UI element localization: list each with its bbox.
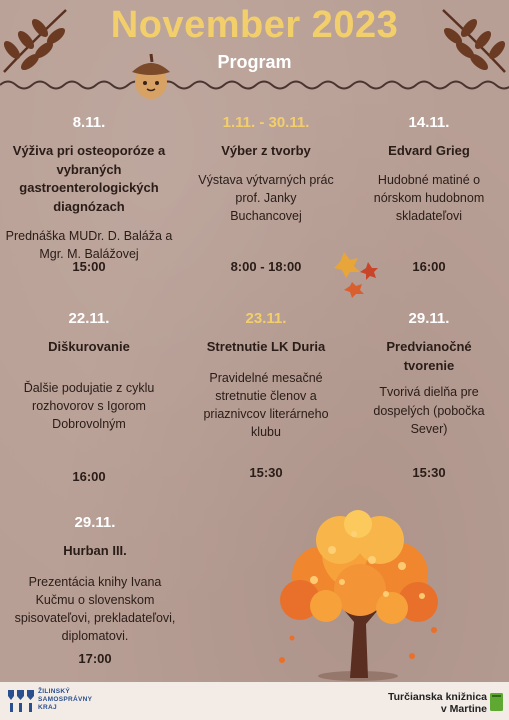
event-time: 15:30 [412, 465, 446, 480]
page-title: November 2023 [110, 4, 399, 46]
library-logo-text [388, 691, 487, 715]
event-description: Prezentácia knihy Ivana Kučmu o slovenskom spisovateľovi, prekladateľovi, diplomatovi. [14, 574, 176, 643]
event-card-6 [352, 308, 506, 488]
event-description: Hudobné matiné o nórskom hudobnom skladateľovi [373, 172, 485, 223]
event-time: 15:00 [72, 259, 106, 274]
event-description: Ďalšie podujatie z cyklu rozhovorov s Igorom Dobrovolným [23, 380, 155, 431]
falling-leaves-icon [330, 250, 380, 298]
region-line-2: SAMOSPRÁVNY [38, 696, 93, 703]
event-description: Tvorivá dielňa pre dospelých (pobočka Sever) [373, 385, 485, 436]
event-date: 14.11. [408, 114, 450, 131]
region-crest-icon [6, 688, 36, 714]
event-card-1 [4, 112, 174, 282]
event-name: Stretnutie LK Duria [206, 338, 326, 354]
wavy-divider [0, 78, 509, 92]
event-date: 29.11. [408, 310, 450, 327]
event-time: 17:00 [78, 651, 112, 666]
event-description: Pravidelné mesačné stretnutie členov a priaznivcov literárneho klubu [203, 370, 329, 439]
event-date: 1.11. - 30.11. [222, 114, 310, 131]
event-time: 16:00 [412, 259, 446, 274]
event-date: 23.11. [245, 310, 287, 327]
footer-bar [0, 682, 509, 720]
event-name: Edvard Grieg [388, 142, 470, 158]
library-line-1: Turčianska knižnica [387, 691, 487, 703]
event-name: Diškurovanie [48, 338, 130, 354]
library-line-2: v Martine [440, 703, 487, 715]
event-time: 15:30 [249, 465, 283, 480]
event-name: Výživa pri osteoporóze a vybraných gastroenterologických diagnózach [12, 142, 166, 215]
event-card-7 [4, 512, 186, 672]
event-card-4 [4, 308, 174, 488]
event-time: 8:00 - 18:00 [230, 259, 302, 274]
autumn-tree-icon [262, 510, 452, 682]
region-logo-text [38, 688, 92, 712]
event-description: Prednáška MUDr. D. Baláža a Mgr. M. Balážovej [5, 229, 173, 262]
region-line-1: ŽILINSKÝ [38, 688, 71, 695]
page-subtitle: Program [217, 52, 292, 72]
event-card-5 [186, 308, 346, 488]
acorn-icon [128, 52, 174, 102]
book-icon [489, 692, 505, 712]
event-description: Výstava výtvarných prác prof. Janky Buchancovej [198, 172, 334, 223]
region-line-3: KRAJ [38, 704, 57, 711]
event-date: 29.11. [74, 514, 116, 531]
event-date: 8.11. [72, 114, 106, 131]
event-name: Hurban III. [63, 542, 127, 558]
event-name: Predvianočné tvorenie [386, 338, 472, 373]
event-card-2 [186, 112, 346, 282]
event-date: 22.11. [68, 310, 110, 327]
event-time: 16:00 [72, 469, 106, 484]
event-name: Výber z tvorby [221, 142, 311, 158]
